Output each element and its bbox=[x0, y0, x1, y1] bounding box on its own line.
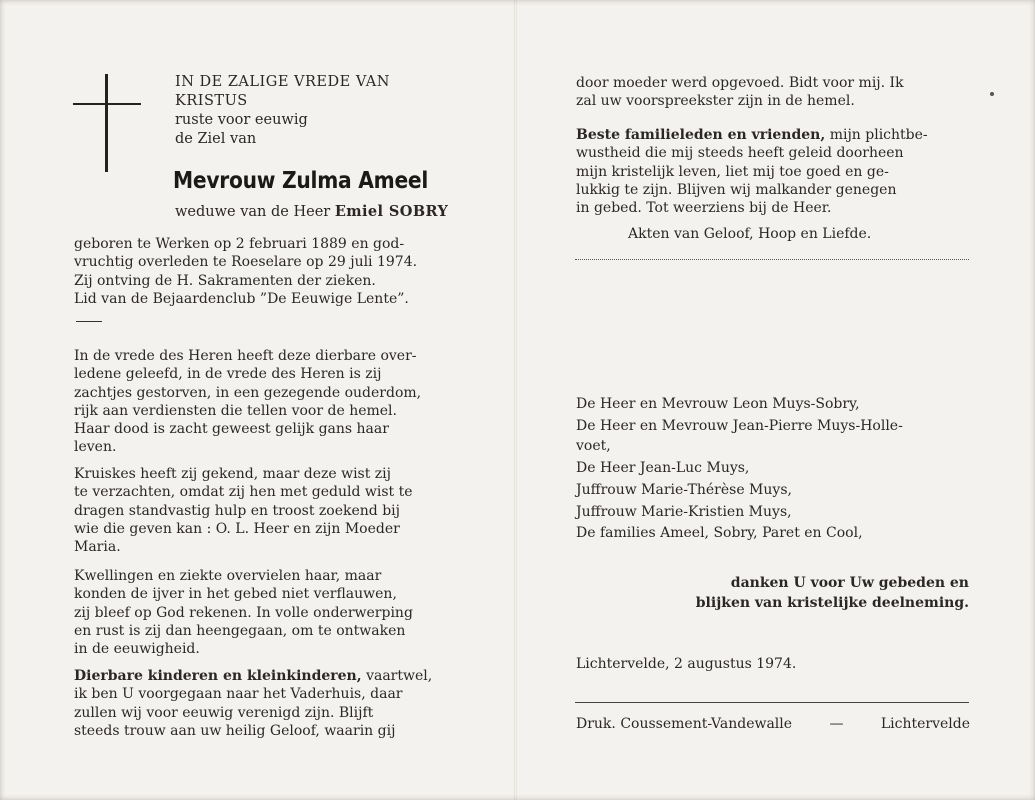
text-line: In de vrede des Heren heeft deze dierbare over- bbox=[74, 348, 417, 364]
text-line: ik ben U voorgegaan naar het Vaderhuis, daar bbox=[74, 686, 403, 703]
printer-name: Druk. Coussement-Vandewalle bbox=[576, 716, 793, 732]
place-date: Lichtervelde, 2 augustus 1974. bbox=[576, 656, 797, 672]
family-entry: Juffrouw Marie-Kristien Muys, bbox=[576, 503, 792, 520]
text-line: mijn kristelijk leven, liet mij toe goed en ge- bbox=[576, 163, 889, 180]
text-line: rijk aan verdiensten die tellen voor de hemel. bbox=[74, 402, 397, 419]
text-line: door moeder werd opgevoed. Bidt voor mij. Ik bbox=[576, 75, 904, 91]
text-line: ledene geleefd, in de vrede des Heren is zij bbox=[74, 366, 382, 383]
biography bbox=[74, 235, 468, 308]
paragraph-crosses bbox=[74, 465, 468, 556]
deceased-name: Mevrouw Zulma Ameel bbox=[173, 168, 429, 194]
family-entry: De Heer Jean-Luc Muys, bbox=[576, 460, 750, 477]
text-line: zullen wij voor eeuwig verenigd zijn. Blijft bbox=[74, 704, 374, 721]
bio-line: vruchtig overleden te Roeselare op 29 juli 1974. bbox=[74, 254, 418, 271]
bio-line: geboren te Werken op 2 februari 1889 en god- bbox=[74, 236, 405, 252]
bio-line: Lid van de Bejaardenclub ”De Eeuwige Lente”. bbox=[74, 290, 409, 307]
text-line: zij bleef op God rekenen. In volle onderwerping bbox=[74, 604, 413, 621]
divider bbox=[575, 259, 969, 260]
divider bbox=[76, 321, 102, 322]
lead-rest: mijn plichtbe- bbox=[829, 127, 928, 143]
lead-rest: vaartwel, bbox=[366, 668, 433, 684]
heading-line: KRISTUS bbox=[175, 93, 248, 109]
heading-line: ruste voor eeuwig bbox=[175, 112, 308, 128]
divider bbox=[575, 702, 969, 703]
paragraph-children bbox=[74, 667, 468, 740]
widow-line bbox=[175, 203, 448, 220]
text-line: in de eeuwigheid. bbox=[74, 641, 200, 658]
opening-heading bbox=[175, 73, 475, 149]
ink-speck bbox=[990, 92, 994, 96]
paragraph-family-friends bbox=[576, 126, 968, 217]
family-entry: Juffrouw Marie-Thérèse Muys, bbox=[576, 481, 792, 498]
thanks-text bbox=[696, 573, 969, 613]
text-line: en rust is zij dan heengegaan, om te ontwaken bbox=[74, 622, 406, 639]
text-line: dragen standvastig hulp en troost zoekend bij bbox=[74, 502, 400, 519]
text-line bbox=[576, 126, 968, 144]
thanks-line: blijken van kristelijke deelneming. bbox=[695, 595, 969, 611]
text-line: wustheid die mij steeds heeft geleid doorheen bbox=[576, 145, 904, 162]
text-line: Kwellingen en ziekte overvielen haar, maar bbox=[74, 568, 382, 584]
family-list bbox=[576, 394, 976, 545]
text-line: zachtjes gestorven, in een gezegende ouderdom, bbox=[74, 384, 422, 401]
text-line: wie die geven kan : O. L. Heer en zijn Moeder bbox=[74, 520, 400, 537]
text-line: Haar dood is zacht geweest gelijk gans haar bbox=[74, 421, 389, 438]
text-line bbox=[74, 667, 468, 685]
text-line: te verzachten, omdat zij hen met geduld wist te bbox=[74, 484, 413, 501]
text-line: leven. bbox=[74, 439, 117, 456]
printer-city: Lichtervelde bbox=[880, 716, 970, 732]
text-line: steeds trouw aan uw heilig Geloof, waarin gij bbox=[74, 722, 396, 739]
printer-dash: — bbox=[829, 716, 844, 732]
paragraph-peace bbox=[74, 347, 468, 457]
text-line: zal uw voorspreekster zijn in de hemel. bbox=[576, 93, 855, 110]
text-line: konden de ijver in het gebed niet verflauwen, bbox=[74, 586, 397, 603]
text-line: in gebed. Tot weerziens bij de Heer. bbox=[576, 200, 832, 217]
paragraph-mother bbox=[576, 74, 968, 111]
thanks-line: danken U voor Uw gebeden en bbox=[730, 575, 969, 591]
family-entry: De Heer en Mevrouw Leon Muys-Sobry, bbox=[576, 396, 860, 412]
widow-prefix: weduwe van de Heer bbox=[175, 204, 331, 220]
acts-of-faith: Akten van Geloof, Hoop en Liefde. bbox=[628, 226, 872, 242]
heading-line: IN DE ZALIGE VREDE VAN bbox=[175, 74, 390, 90]
bold-lead: Beste familieleden en vrienden, bbox=[576, 127, 826, 143]
text-line: Kruiskes heeft zij gekend, maar deze wist zij bbox=[74, 466, 392, 482]
bold-lead: Dierbare kinderen en kleinkinderen, bbox=[74, 668, 362, 684]
spouse-name: Emiel SOBRY bbox=[334, 203, 449, 220]
text-line: lukkig te zijn. Blijven wij malkander genegen bbox=[576, 181, 897, 198]
center-fold bbox=[514, 0, 517, 800]
heading-line: de Ziel van bbox=[175, 131, 257, 147]
text-line: Maria. bbox=[74, 539, 121, 556]
family-entry: De families Ameel, Sobry, Paret en Cool, bbox=[576, 525, 863, 542]
family-entry: voet, bbox=[576, 438, 611, 455]
paragraph-illness bbox=[74, 567, 468, 658]
cross-icon bbox=[105, 74, 108, 172]
bio-line: Zij ontving de H. Sakramenten der zieken. bbox=[74, 272, 376, 289]
family-entry: De Heer en Mevrouw Jean-Pierre Muys-Holle- bbox=[576, 417, 903, 434]
printer-line bbox=[576, 716, 970, 732]
cross-icon-bar bbox=[73, 103, 141, 105]
